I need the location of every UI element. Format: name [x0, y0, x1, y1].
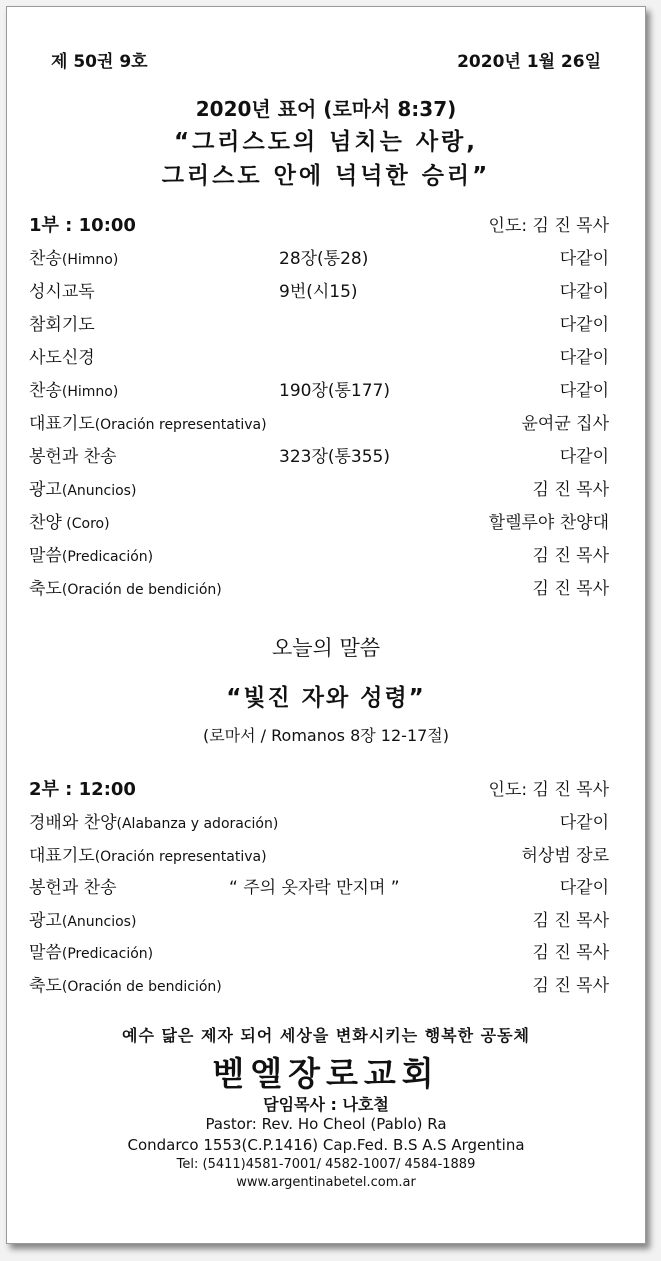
service2-item [29, 938, 609, 964]
item-name-korean: 대표기도 [29, 414, 95, 434]
item-name-korean: 찬양 [29, 513, 62, 533]
item-person: 김 진 목사 [532, 976, 609, 996]
item-name [29, 873, 117, 898]
item-name [29, 343, 95, 368]
item-name-korean: 찬송 [29, 381, 62, 401]
item-detail: 323장(통355) [279, 447, 391, 467]
item-name [29, 244, 118, 269]
item-name-korean: 봉헌과 찬송 [29, 878, 117, 899]
service1-item [29, 244, 609, 270]
church-website: www.argentinabetel.com.ar [236, 1175, 416, 1190]
item-name-spanish: (Predicación) [61, 549, 154, 565]
service1-item [29, 310, 609, 336]
service1-item [29, 541, 609, 567]
service1-item [29, 376, 609, 402]
item-person: 다같이 [559, 348, 609, 368]
item-person: 다같이 [559, 878, 609, 899]
service2-item [29, 808, 609, 834]
item-name [29, 808, 278, 833]
item-person: 다같이 [559, 381, 609, 401]
service2-heading: 2부 : 12:00 [29, 779, 136, 800]
item-person: 다같이 [559, 447, 609, 467]
service1-item [29, 475, 609, 501]
church-slogan: 예수 닮은 제자 되어 세상을 변화시키는 행복한 공동체 [121, 1026, 531, 1045]
item-name [29, 409, 267, 434]
item-name [29, 277, 95, 302]
item-person: 김 진 목사 [532, 579, 609, 599]
motto-line: 2020년 표어 (로마서 8:37) [195, 97, 457, 121]
item-name [29, 906, 136, 931]
item-name-korean: 말씀 [29, 546, 62, 566]
item-name [29, 938, 153, 963]
item-name [29, 541, 153, 566]
item-person: 김 진 목사 [532, 943, 609, 964]
volume-number: 제 50권 9호 [51, 52, 148, 72]
service2-item [29, 971, 609, 997]
sermon-title: “빛진 자와 성령” [226, 685, 426, 711]
item-name [29, 508, 110, 533]
item-name-spanish: (Predicación) [61, 946, 154, 963]
service1-item [29, 508, 609, 534]
item-name-spanish: (Anuncios) [61, 913, 137, 930]
service2-leader: 인도: 김 진 목사 [488, 780, 609, 800]
item-name-spanish: (Coro) [61, 516, 110, 532]
sermon-reference: (로마서 / Romanos 8장 12-17절) [202, 726, 449, 745]
item-person: 다같이 [559, 813, 609, 833]
item-name-spanish: (Alabanza y adoración) [116, 816, 279, 832]
church-telephone: Tel: (5411)4581-7001/ 4582-1007/ 4584-1889 [176, 1157, 476, 1172]
bulletin-page [6, 6, 646, 1244]
motto-quote-line1: “그리스도의 넘치는 사랑, [173, 129, 479, 155]
item-name-korean: 축도 [29, 976, 62, 996]
item-name-spanish: (Oración de bendición) [61, 979, 222, 995]
item-person: 할렐루야 찬양대 [488, 513, 609, 533]
item-name-korean: 참회기도 [29, 315, 95, 335]
service1-item [29, 442, 609, 468]
item-name-korean: 광고 [29, 480, 62, 500]
pastor-korean: 담임목사 : 나호철 [263, 1095, 389, 1114]
item-name-korean: 축도 [29, 579, 62, 599]
item-name [29, 310, 95, 335]
service2-item [29, 841, 609, 867]
item-name [29, 971, 222, 996]
bulletin-date: 2020년 1월 26일 [457, 52, 601, 72]
pastor-spanish: Pastor: Rev. Ho Cheol (Pablo) Ra [205, 1115, 447, 1133]
service2-item [29, 873, 609, 899]
church-name: 벧엘장로교회 [212, 1054, 440, 1093]
service1-item [29, 277, 609, 303]
service1-leader: 인도: 김 진 목사 [488, 216, 609, 236]
item-name [29, 841, 267, 866]
item-detail: 28장(통28) [279, 249, 369, 269]
church-address: Condarco 1553(C.P.1416) Cap.Fed. B.S A.S Argentina [127, 1136, 525, 1154]
item-name-spanish: (Oración representativa) [94, 848, 267, 865]
service1-item [29, 409, 609, 435]
item-name [29, 376, 118, 401]
item-person: 허상범 장로 [521, 845, 609, 866]
item-name-spanish: (Himno) [61, 384, 119, 400]
item-person: 김 진 목사 [532, 546, 609, 566]
service2-header [29, 775, 609, 801]
item-name-korean: 성시교독 [29, 282, 95, 302]
item-name [29, 442, 117, 467]
service2-item [29, 906, 609, 932]
item-name-spanish: (Anuncios) [61, 483, 137, 499]
item-person: 다같이 [559, 315, 609, 335]
item-person: 다같이 [559, 249, 609, 269]
item-name-korean: 말씀 [29, 943, 62, 964]
item-person: 김 진 목사 [532, 480, 609, 500]
item-person: 윤여균 집사 [521, 414, 609, 434]
item-person: 다같이 [559, 282, 609, 302]
service1-heading: 1부 : 10:00 [29, 215, 136, 236]
service1-item [29, 343, 609, 369]
item-name-korean: 광고 [29, 910, 62, 931]
item-name-korean: 찬송 [29, 249, 62, 269]
item-person: 김 진 목사 [532, 910, 609, 931]
item-name [29, 475, 136, 500]
service1-item [29, 574, 609, 600]
sermon-heading: 오늘의 말씀 [271, 636, 381, 660]
item-name-korean: 대표기도 [29, 845, 95, 866]
item-name-korean: 봉헌과 찬송 [29, 447, 117, 467]
item-name-spanish: (Oración representativa) [94, 417, 267, 433]
item-name [29, 574, 222, 599]
item-name-spanish: (Himno) [61, 252, 119, 268]
item-detail: 190장(통177) [279, 381, 391, 401]
item-detail: “ 주의 옷자락 만지며 ” [229, 878, 400, 899]
item-name-korean: 사도신경 [29, 348, 95, 368]
item-name-korean: 경배와 찬양 [29, 813, 117, 833]
motto-quote-line2: 그리스도 안에 넉넉한 승리” [161, 163, 491, 189]
service1-header [29, 211, 609, 237]
item-detail: 9번(시15) [279, 282, 358, 302]
item-name-spanish: (Oración de bendición) [61, 582, 222, 598]
